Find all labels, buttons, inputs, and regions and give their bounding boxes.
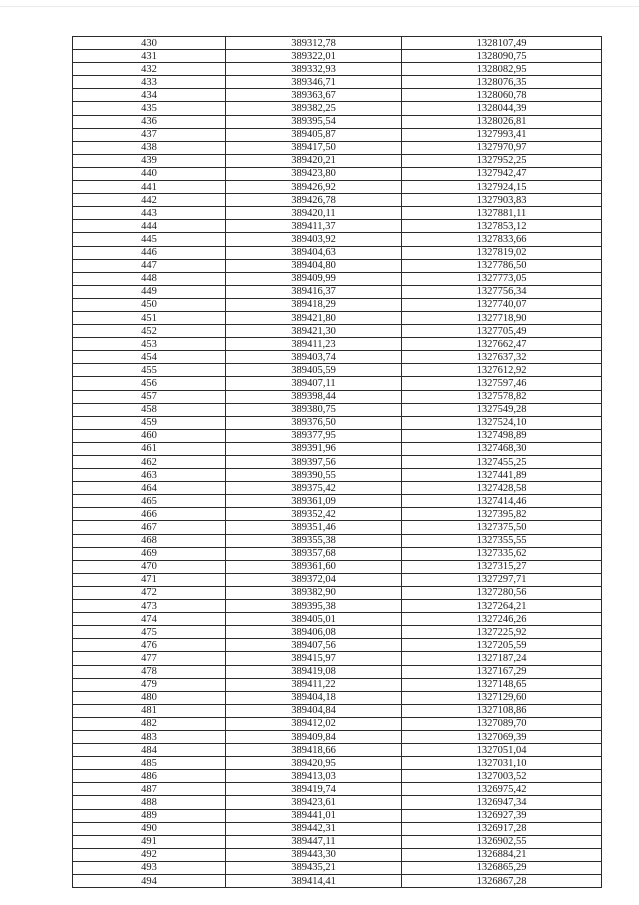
x-coordinate-cell: 389420,21 xyxy=(226,154,402,167)
point-number-cell: 465 xyxy=(73,495,226,508)
point-number-cell: 440 xyxy=(73,167,226,180)
y-coordinate-cell: 1326867,28 xyxy=(402,875,602,888)
x-coordinate-cell: 389361,60 xyxy=(226,560,402,573)
x-coordinate-cell: 389413,03 xyxy=(226,770,402,783)
table-row xyxy=(73,482,602,495)
table-row xyxy=(73,194,602,207)
table-row xyxy=(73,429,602,442)
table-row xyxy=(73,272,602,285)
table-row xyxy=(73,285,602,298)
table-row xyxy=(73,600,602,613)
y-coordinate-cell: 1327129,60 xyxy=(402,691,602,704)
table-row xyxy=(73,76,602,89)
point-number-cell: 434 xyxy=(73,89,226,102)
x-coordinate-cell: 389397,56 xyxy=(226,456,402,469)
x-coordinate-cell: 389361,09 xyxy=(226,495,402,508)
table-row xyxy=(73,390,602,403)
table-row xyxy=(73,115,602,128)
point-number-cell: 451 xyxy=(73,311,226,324)
x-coordinate-cell: 389375,42 xyxy=(226,482,402,495)
y-coordinate-cell: 1327952,25 xyxy=(402,154,602,167)
y-coordinate-cell: 1327246,26 xyxy=(402,613,602,626)
x-coordinate-cell: 389377,95 xyxy=(226,429,402,442)
y-coordinate-cell: 1327924,15 xyxy=(402,181,602,194)
table-row xyxy=(73,338,602,351)
x-coordinate-cell: 389409,99 xyxy=(226,272,402,285)
x-coordinate-cell: 389418,29 xyxy=(226,298,402,311)
point-number-cell: 431 xyxy=(73,50,226,63)
point-number-cell: 494 xyxy=(73,875,226,888)
table-row xyxy=(73,626,602,639)
y-coordinate-cell: 1327740,07 xyxy=(402,298,602,311)
point-number-cell: 482 xyxy=(73,717,226,730)
point-number-cell: 430 xyxy=(73,37,226,50)
x-coordinate-cell: 389322,01 xyxy=(226,50,402,63)
table-row xyxy=(73,521,602,534)
y-coordinate-cell: 1326917,28 xyxy=(402,822,602,835)
x-coordinate-cell: 389416,37 xyxy=(226,285,402,298)
y-coordinate-cell: 1327833,66 xyxy=(402,233,602,246)
y-coordinate-cell: 1327031,10 xyxy=(402,757,602,770)
table-row xyxy=(73,325,602,338)
x-coordinate-cell: 389351,46 xyxy=(226,521,402,534)
point-number-cell: 467 xyxy=(73,521,226,534)
table-row xyxy=(73,822,602,835)
point-number-cell: 435 xyxy=(73,102,226,115)
x-coordinate-cell: 389405,01 xyxy=(226,613,402,626)
table-row xyxy=(73,364,602,377)
table-row xyxy=(73,744,602,757)
table-row xyxy=(73,311,602,324)
y-coordinate-cell: 1327148,65 xyxy=(402,678,602,691)
x-coordinate-cell: 389421,80 xyxy=(226,311,402,324)
y-coordinate-cell: 1327428,58 xyxy=(402,482,602,495)
table-row xyxy=(73,783,602,796)
y-coordinate-cell: 1327280,56 xyxy=(402,586,602,599)
point-number-cell: 446 xyxy=(73,246,226,259)
x-coordinate-cell: 389442,31 xyxy=(226,822,402,835)
table-row xyxy=(73,678,602,691)
table-row xyxy=(73,704,602,717)
x-coordinate-cell: 389403,74 xyxy=(226,351,402,364)
point-number-cell: 477 xyxy=(73,652,226,665)
y-coordinate-cell: 1327498,89 xyxy=(402,429,602,442)
point-number-cell: 432 xyxy=(73,63,226,76)
x-coordinate-cell: 389406,08 xyxy=(226,626,402,639)
table-row xyxy=(73,757,602,770)
x-coordinate-cell: 389407,11 xyxy=(226,377,402,390)
table-row xyxy=(73,246,602,259)
x-coordinate-cell: 389405,87 xyxy=(226,128,402,141)
y-coordinate-cell: 1327003,52 xyxy=(402,770,602,783)
x-coordinate-cell: 389414,41 xyxy=(226,875,402,888)
point-number-cell: 474 xyxy=(73,613,226,626)
y-coordinate-cell: 1327662,47 xyxy=(402,338,602,351)
table-row xyxy=(73,652,602,665)
y-coordinate-cell: 1327108,86 xyxy=(402,704,602,717)
table-row xyxy=(73,835,602,848)
x-coordinate-cell: 389405,59 xyxy=(226,364,402,377)
table-row xyxy=(73,50,602,63)
point-number-cell: 466 xyxy=(73,508,226,521)
y-coordinate-cell: 1327441,89 xyxy=(402,469,602,482)
y-coordinate-cell: 1327167,29 xyxy=(402,665,602,678)
y-coordinate-cell: 1326884,21 xyxy=(402,848,602,861)
table-row xyxy=(73,220,602,233)
coordinates-table-body xyxy=(73,37,602,888)
y-coordinate-cell: 1328060,78 xyxy=(402,89,602,102)
point-number-cell: 453 xyxy=(73,338,226,351)
table-row xyxy=(73,586,602,599)
x-coordinate-cell: 389382,25 xyxy=(226,102,402,115)
x-coordinate-cell: 389420,11 xyxy=(226,207,402,220)
x-coordinate-cell: 389382,90 xyxy=(226,586,402,599)
x-coordinate-cell: 389404,84 xyxy=(226,704,402,717)
y-coordinate-cell: 1327414,46 xyxy=(402,495,602,508)
x-coordinate-cell: 389404,80 xyxy=(226,259,402,272)
point-number-cell: 468 xyxy=(73,534,226,547)
x-coordinate-cell: 389395,54 xyxy=(226,115,402,128)
y-coordinate-cell: 1328044,39 xyxy=(402,102,602,115)
y-coordinate-cell: 1326927,39 xyxy=(402,809,602,822)
point-number-cell: 457 xyxy=(73,390,226,403)
point-number-cell: 491 xyxy=(73,835,226,848)
x-coordinate-cell: 389411,37 xyxy=(226,220,402,233)
y-coordinate-cell: 1328026,81 xyxy=(402,115,602,128)
point-number-cell: 478 xyxy=(73,665,226,678)
x-coordinate-cell: 389404,63 xyxy=(226,246,402,259)
x-coordinate-cell: 389423,80 xyxy=(226,167,402,180)
point-number-cell: 448 xyxy=(73,272,226,285)
table-row xyxy=(73,456,602,469)
x-coordinate-cell: 389407,56 xyxy=(226,639,402,652)
point-number-cell: 472 xyxy=(73,586,226,599)
point-number-cell: 443 xyxy=(73,207,226,220)
x-coordinate-cell: 389426,78 xyxy=(226,194,402,207)
point-number-cell: 489 xyxy=(73,809,226,822)
point-number-cell: 433 xyxy=(73,76,226,89)
x-coordinate-cell: 389395,38 xyxy=(226,600,402,613)
x-coordinate-cell: 389443,30 xyxy=(226,848,402,861)
y-coordinate-cell: 1327970,97 xyxy=(402,141,602,154)
x-coordinate-cell: 389418,66 xyxy=(226,744,402,757)
x-coordinate-cell: 389435,21 xyxy=(226,861,402,874)
table-row xyxy=(73,691,602,704)
point-number-cell: 439 xyxy=(73,154,226,167)
point-number-cell: 437 xyxy=(73,128,226,141)
x-coordinate-cell: 389346,71 xyxy=(226,76,402,89)
y-coordinate-cell: 1327786,50 xyxy=(402,259,602,272)
y-coordinate-cell: 1327455,25 xyxy=(402,456,602,469)
point-number-cell: 438 xyxy=(73,141,226,154)
table-row xyxy=(73,128,602,141)
x-coordinate-cell: 389352,42 xyxy=(226,508,402,521)
point-number-cell: 488 xyxy=(73,796,226,809)
y-coordinate-cell: 1327089,70 xyxy=(402,717,602,730)
x-coordinate-cell: 389426,92 xyxy=(226,181,402,194)
y-coordinate-cell: 1328082,95 xyxy=(402,63,602,76)
point-number-cell: 493 xyxy=(73,861,226,874)
x-coordinate-cell: 389447,11 xyxy=(226,835,402,848)
y-coordinate-cell: 1326975,42 xyxy=(402,783,602,796)
x-coordinate-cell: 389411,23 xyxy=(226,338,402,351)
point-number-cell: 486 xyxy=(73,770,226,783)
x-coordinate-cell: 389403,92 xyxy=(226,233,402,246)
x-coordinate-cell: 389372,04 xyxy=(226,573,402,586)
table-row xyxy=(73,233,602,246)
table-row xyxy=(73,796,602,809)
x-coordinate-cell: 389421,30 xyxy=(226,325,402,338)
x-coordinate-cell: 389390,55 xyxy=(226,469,402,482)
table-row xyxy=(73,102,602,115)
point-number-cell: 462 xyxy=(73,456,226,469)
point-number-cell: 436 xyxy=(73,115,226,128)
table-row xyxy=(73,534,602,547)
y-coordinate-cell: 1328076,35 xyxy=(402,76,602,89)
y-coordinate-cell: 1327612,92 xyxy=(402,364,602,377)
point-number-cell: 487 xyxy=(73,783,226,796)
point-number-cell: 452 xyxy=(73,325,226,338)
point-number-cell: 469 xyxy=(73,547,226,560)
x-coordinate-cell: 389312,78 xyxy=(226,37,402,50)
table-row xyxy=(73,89,602,102)
y-coordinate-cell: 1327187,24 xyxy=(402,652,602,665)
y-coordinate-cell: 1327524,10 xyxy=(402,416,602,429)
point-number-cell: 456 xyxy=(73,377,226,390)
point-number-cell: 485 xyxy=(73,757,226,770)
point-number-cell: 490 xyxy=(73,822,226,835)
y-coordinate-cell: 1327051,04 xyxy=(402,744,602,757)
x-coordinate-cell: 389419,08 xyxy=(226,665,402,678)
y-coordinate-cell: 1327597,46 xyxy=(402,377,602,390)
y-coordinate-cell: 1327756,34 xyxy=(402,285,602,298)
point-number-cell: 458 xyxy=(73,403,226,416)
x-coordinate-cell: 389412,02 xyxy=(226,717,402,730)
x-coordinate-cell: 389441,01 xyxy=(226,809,402,822)
x-coordinate-cell: 389415,97 xyxy=(226,652,402,665)
y-coordinate-cell: 1326902,55 xyxy=(402,835,602,848)
y-coordinate-cell: 1327549,28 xyxy=(402,403,602,416)
point-number-cell: 450 xyxy=(73,298,226,311)
table-row xyxy=(73,495,602,508)
y-coordinate-cell: 1326947,34 xyxy=(402,796,602,809)
point-number-cell: 449 xyxy=(73,285,226,298)
x-coordinate-cell: 389357,68 xyxy=(226,547,402,560)
point-number-cell: 454 xyxy=(73,351,226,364)
y-coordinate-cell: 1327069,39 xyxy=(402,730,602,743)
y-coordinate-cell: 1327637,32 xyxy=(402,351,602,364)
table-row xyxy=(73,547,602,560)
y-coordinate-cell: 1327853,12 xyxy=(402,220,602,233)
x-coordinate-cell: 389419,74 xyxy=(226,783,402,796)
table-row xyxy=(73,416,602,429)
point-number-cell: 476 xyxy=(73,639,226,652)
table-row xyxy=(73,560,602,573)
x-coordinate-cell: 389391,96 xyxy=(226,442,402,455)
y-coordinate-cell: 1327705,49 xyxy=(402,325,602,338)
point-number-cell: 460 xyxy=(73,429,226,442)
point-number-cell: 470 xyxy=(73,560,226,573)
y-coordinate-cell: 1327903,83 xyxy=(402,194,602,207)
point-number-cell: 459 xyxy=(73,416,226,429)
table-row xyxy=(73,167,602,180)
x-coordinate-cell: 389398,44 xyxy=(226,390,402,403)
table-row xyxy=(73,573,602,586)
table-row xyxy=(73,207,602,220)
point-number-cell: 483 xyxy=(73,730,226,743)
table-row xyxy=(73,469,602,482)
table-row xyxy=(73,141,602,154)
table-row xyxy=(73,717,602,730)
x-coordinate-cell: 389409,84 xyxy=(226,730,402,743)
table-row xyxy=(73,809,602,822)
x-coordinate-cell: 389355,38 xyxy=(226,534,402,547)
table-row xyxy=(73,377,602,390)
point-number-cell: 455 xyxy=(73,364,226,377)
point-number-cell: 471 xyxy=(73,573,226,586)
y-coordinate-cell: 1327264,21 xyxy=(402,600,602,613)
point-number-cell: 445 xyxy=(73,233,226,246)
table-row xyxy=(73,861,602,874)
point-number-cell: 479 xyxy=(73,678,226,691)
x-coordinate-cell: 389404,18 xyxy=(226,691,402,704)
point-number-cell: 464 xyxy=(73,482,226,495)
y-coordinate-cell: 1327205,59 xyxy=(402,639,602,652)
table-row xyxy=(73,442,602,455)
table-row xyxy=(73,63,602,76)
y-coordinate-cell: 1327819,02 xyxy=(402,246,602,259)
y-coordinate-cell: 1327468,30 xyxy=(402,442,602,455)
y-coordinate-cell: 1327225,92 xyxy=(402,626,602,639)
table-row xyxy=(73,37,602,50)
table-row xyxy=(73,181,602,194)
table-row xyxy=(73,875,602,888)
table-row xyxy=(73,848,602,861)
point-number-cell: 480 xyxy=(73,691,226,704)
table-row xyxy=(73,298,602,311)
point-number-cell: 444 xyxy=(73,220,226,233)
y-coordinate-cell: 1327942,47 xyxy=(402,167,602,180)
y-coordinate-cell: 1327773,05 xyxy=(402,272,602,285)
point-number-cell: 475 xyxy=(73,626,226,639)
y-coordinate-cell: 1327375,50 xyxy=(402,521,602,534)
x-coordinate-cell: 389411,22 xyxy=(226,678,402,691)
y-coordinate-cell: 1327315,27 xyxy=(402,560,602,573)
table-row xyxy=(73,639,602,652)
point-number-cell: 492 xyxy=(73,848,226,861)
table-row xyxy=(73,154,602,167)
y-coordinate-cell: 1327881,11 xyxy=(402,207,602,220)
x-coordinate-cell: 389332,93 xyxy=(226,63,402,76)
y-coordinate-cell: 1328090,75 xyxy=(402,50,602,63)
x-coordinate-cell: 389376,50 xyxy=(226,416,402,429)
coordinates-table xyxy=(72,36,602,888)
x-coordinate-cell: 389423,61 xyxy=(226,796,402,809)
table-row xyxy=(73,403,602,416)
point-number-cell: 447 xyxy=(73,259,226,272)
point-number-cell: 442 xyxy=(73,194,226,207)
table-row xyxy=(73,351,602,364)
table-row xyxy=(73,730,602,743)
point-number-cell: 484 xyxy=(73,744,226,757)
y-coordinate-cell: 1328107,49 xyxy=(402,37,602,50)
table-row xyxy=(73,508,602,521)
point-number-cell: 441 xyxy=(73,181,226,194)
x-coordinate-cell: 389417,50 xyxy=(226,141,402,154)
point-number-cell: 463 xyxy=(73,469,226,482)
point-number-cell: 473 xyxy=(73,600,226,613)
table-row xyxy=(73,770,602,783)
y-coordinate-cell: 1326865,29 xyxy=(402,861,602,874)
x-coordinate-cell: 389363,67 xyxy=(226,89,402,102)
table-row xyxy=(73,665,602,678)
point-number-cell: 461 xyxy=(73,442,226,455)
table-row xyxy=(73,259,602,272)
y-coordinate-cell: 1327355,55 xyxy=(402,534,602,547)
y-coordinate-cell: 1327335,62 xyxy=(402,547,602,560)
y-coordinate-cell: 1327297,71 xyxy=(402,573,602,586)
y-coordinate-cell: 1327993,41 xyxy=(402,128,602,141)
page-top-edge xyxy=(0,6,639,7)
y-coordinate-cell: 1327395,82 xyxy=(402,508,602,521)
x-coordinate-cell: 389420,95 xyxy=(226,757,402,770)
x-coordinate-cell: 389380,75 xyxy=(226,403,402,416)
point-number-cell: 481 xyxy=(73,704,226,717)
y-coordinate-cell: 1327718,90 xyxy=(402,311,602,324)
y-coordinate-cell: 1327578,82 xyxy=(402,390,602,403)
table-row xyxy=(73,613,602,626)
